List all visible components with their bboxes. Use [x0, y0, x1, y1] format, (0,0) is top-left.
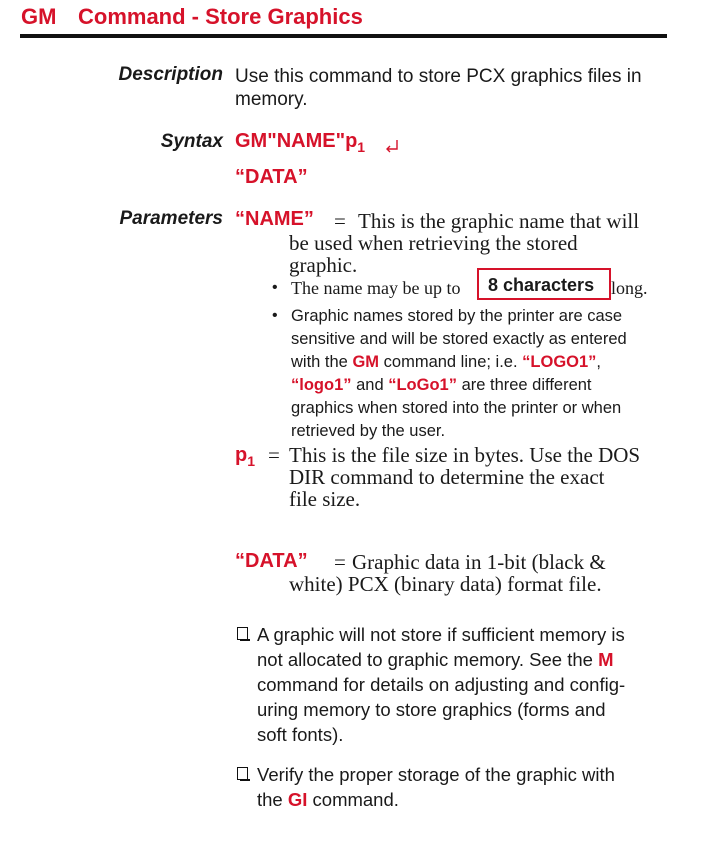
note2-l2-post: command.	[312, 789, 399, 810]
syntax-data: “DATA”	[235, 166, 308, 188]
note1-line-2	[257, 647, 614, 672]
param-p1-line-1: This is the file size in bytes. Use the DOS	[289, 443, 641, 467]
bullet2-line-1: Graphic names stored by the printer are case	[291, 307, 623, 325]
note1-l2-pre: not allocated to graphic memory. See the	[257, 649, 593, 670]
param-p1-line-3: file size.	[289, 487, 361, 511]
bullet2-l3-ex1: “LOGO1”	[522, 353, 597, 371]
param-name-eq: =	[334, 209, 346, 233]
note1-line-3: command for details on adjusting and config-	[257, 674, 626, 695]
note1-line-4: uring memory to store graphics (forms and	[257, 699, 606, 720]
param-name-line-3: graphic.	[289, 253, 358, 277]
bullet-dot: •	[272, 307, 278, 324]
param-p1-line-2: DIR command to determine the exact	[289, 465, 605, 489]
syntax-label: Syntax	[160, 131, 223, 152]
bullet2-l3-comma: ,	[596, 353, 602, 371]
bullet-dot: •	[272, 279, 278, 296]
note2-line-1: Verify the proper storage of the graphic with	[257, 764, 615, 785]
bullet1-post: long.	[611, 278, 648, 298]
note1-l2-code: M	[598, 649, 614, 670]
bullet2-line-2: sensitive and will be stored exactly as entered	[291, 330, 627, 348]
return-arrow-icon	[384, 138, 400, 154]
bullet2-l3-code: GM	[352, 353, 380, 371]
bullet1-highlight: 8 characters	[488, 275, 595, 295]
param-data-line-1: Graphic data in 1-bit (black &	[352, 550, 606, 574]
param-name-term: “NAME”	[235, 208, 314, 230]
param-name-line-1: This is the graphic name that will	[358, 209, 640, 233]
syntax-command-text: GM"NAME"p	[235, 130, 358, 152]
syntax-command	[235, 130, 365, 155]
param-p1-sub: 1	[247, 453, 256, 469]
page-title: Command - Store Graphics	[78, 4, 363, 29]
bullet2-line-5: graphics when stored into the printer or when	[291, 399, 622, 417]
note1-line-5: soft fonts).	[257, 724, 344, 745]
header-rule	[20, 34, 667, 38]
bullet2-l3-post: command line; i.e.	[383, 353, 518, 371]
bullet1-pre: The name may be up to	[291, 278, 461, 298]
description-label: Description	[118, 64, 223, 85]
bullet2-l4-post: are three different	[461, 376, 592, 394]
bullet2-l3-pre: with the	[291, 353, 348, 371]
note2-line-2	[257, 787, 399, 812]
note-checkbox-icon	[237, 767, 248, 780]
description-line-2: memory.	[235, 89, 308, 110]
header-code: GM	[21, 4, 57, 29]
bullet2-l4-ex3: “LoGo1”	[388, 376, 457, 394]
bullet2-line-6: retrieved by the user.	[291, 422, 446, 440]
description-line-1: Use this command to store PCX graphics files in	[235, 66, 642, 87]
parameters-label: Parameters	[119, 208, 223, 229]
note2-l2-code: GI	[287, 789, 308, 810]
bullet2-l4-and: and	[356, 376, 384, 394]
bullet2-line-4	[291, 374, 592, 397]
param-data-term: “DATA”	[235, 550, 308, 572]
highlight-box	[477, 268, 611, 300]
note-checkbox-icon	[237, 627, 248, 640]
param-name-line-2: be used when retrieving the stored	[289, 231, 578, 255]
param-data-eq: =	[334, 550, 346, 574]
bullet2-l4-ex2: “logo1”	[291, 376, 352, 394]
note1-line-1: A graphic will not store if sufficient memory is	[257, 624, 625, 645]
note2-l2-pre: the	[257, 789, 283, 810]
syntax-subscript: 1	[357, 139, 366, 155]
param-data-line-2: white) PCX (binary data) format file.	[289, 572, 602, 596]
param-p1-term	[235, 444, 255, 469]
param-p1-eq: =	[268, 443, 280, 467]
param-p1-letter: p	[235, 444, 248, 466]
bullet2-line-3	[291, 351, 601, 374]
